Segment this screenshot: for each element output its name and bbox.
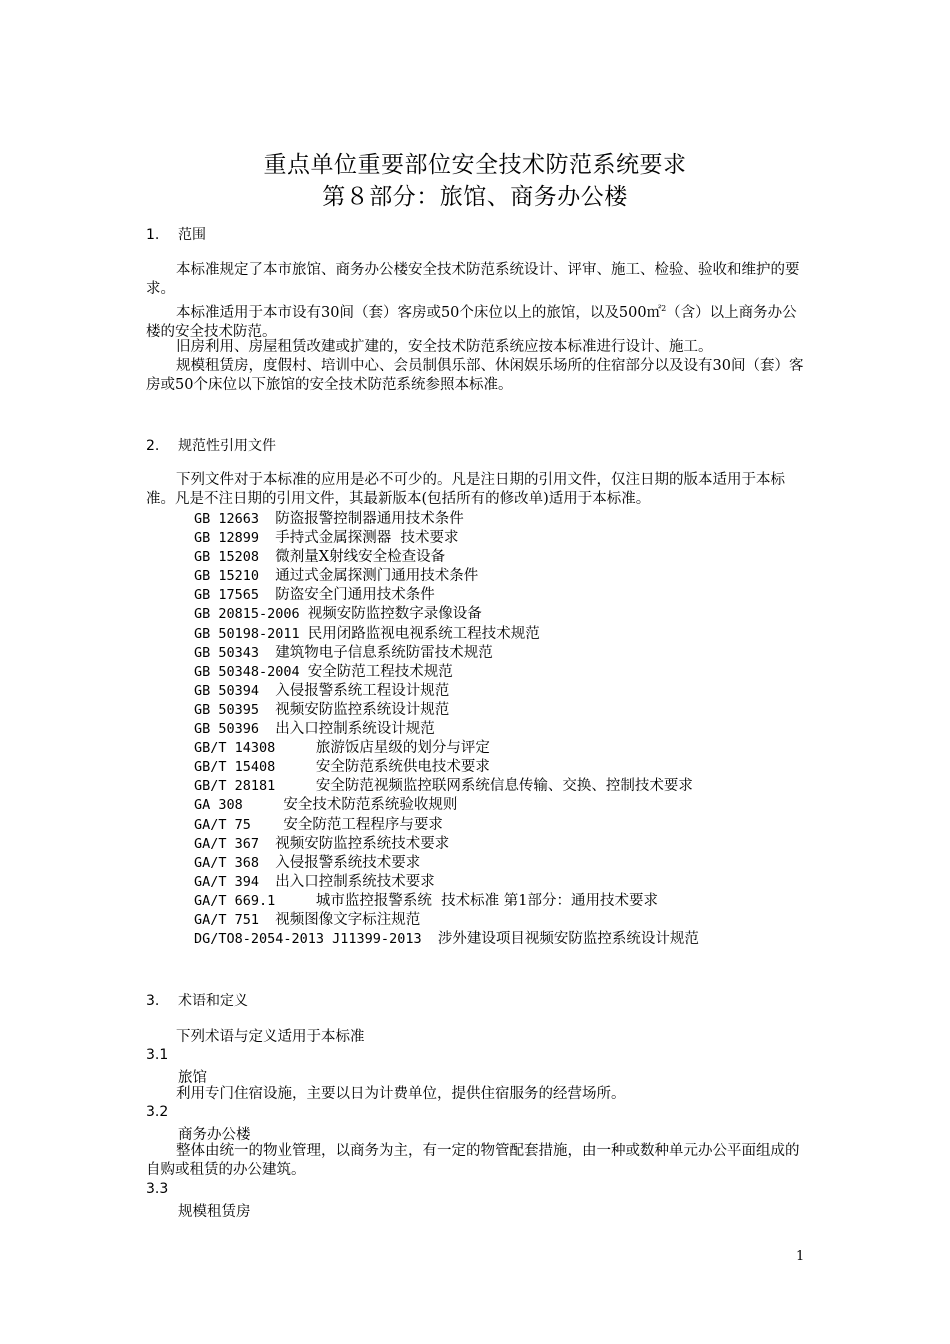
reference-code: GA/T 751 (194, 911, 276, 928)
reference-item (194, 758, 699, 777)
section-heading-references (146, 435, 276, 455)
reference-item (194, 835, 699, 854)
term-name: 旅馆 (178, 1070, 207, 1086)
reference-title: 安全防范系统供电技术要求 (315, 759, 490, 776)
reference-code: GB/T 15408 (194, 759, 316, 776)
document-subtitle: 第８部分：旅馆、商务办公楼 (322, 184, 628, 210)
term-number: 3.1 (146, 1047, 169, 1063)
reference-item (194, 796, 699, 815)
reference-code: GB/T 28181 (194, 778, 316, 795)
reference-item (194, 701, 699, 720)
reference-code: GB 17565 (194, 587, 276, 604)
reference-code: GB 50348-2004 (194, 663, 308, 680)
reference-title: 安全防范工程程序与要求 (283, 816, 443, 833)
term-definition: 整体由统一的物业管理，以商务为主，有一定的物管配套措施，由一种或数种单元办公平面组成的自购或租赁的办公建筑。 (146, 1143, 800, 1178)
reference-item (194, 873, 699, 892)
reference-title: 入侵报警系统技术要求 (275, 854, 421, 871)
section-heading-scope (146, 224, 206, 244)
section-heading-terms (146, 990, 248, 1010)
reference-title: 城市监控报警系统 技术标准 第1部分：通用技术要求 (315, 892, 658, 909)
reference-item (194, 605, 699, 624)
reference-list (194, 510, 699, 949)
reference-title: 视频安防监控系统设计规范 (275, 701, 450, 718)
reference-item (194, 777, 699, 796)
references-intro: 下列文件对于本标准的应用是必不可少的。凡是注日期的引用文件，仅注日期的版本适用于本标准。凡是不注日期的引用文件，其最新版本(包括所有的修改单)适用于本标准。 (146, 472, 785, 507)
reference-item (194, 739, 699, 758)
section-number: 3. (146, 993, 160, 1009)
reference-title: 微剂量X射线安全检查设备 (275, 549, 446, 566)
reference-code: GB/T 14308 (194, 740, 316, 757)
reference-item (194, 911, 699, 930)
reference-item (194, 816, 699, 835)
reference-code: GB 20815-2006 (194, 606, 308, 623)
term-number: 3.2 (146, 1104, 169, 1120)
reference-code: GB 12899 (194, 530, 276, 547)
reference-code: GA 308 (194, 797, 284, 814)
term-definition: 利用专门住宿设施，主要以日为计费单位，提供住宿服务的经营场所。 (176, 1086, 626, 1102)
term-number: 3.3 (146, 1181, 169, 1197)
reference-title: 出入口控制系统设计规范 (275, 721, 435, 738)
reference-item (194, 510, 699, 529)
reference-title: 旅游饭店星级的划分与评定 (315, 740, 490, 757)
reference-code: GB 15210 (194, 568, 276, 585)
reference-code: GA/T 669.1 (194, 892, 316, 909)
reference-title: 涉外建设项目视频安防监控系统设计规范 (437, 931, 699, 948)
reference-title: 防盗报警控制器通用技术条件 (275, 511, 464, 527)
scope-paragraph: 规模租赁房，度假村、培训中心、会员制俱乐部、休闲娱乐场所的住宿部分以及设有30间（套）客房或50个床位以下旅馆的安全技术防范系统参照本标准。 (146, 358, 804, 393)
reference-item (194, 720, 699, 739)
terms-intro: 下列术语与定义适用于本标准 (176, 1029, 365, 1045)
section-title: 术语和定义 (178, 993, 248, 1009)
reference-title: 出入口控制系统技术要求 (275, 873, 435, 890)
reference-code: GB 50394 (194, 682, 276, 699)
reference-item (194, 682, 699, 701)
reference-code: GA/T 394 (194, 873, 276, 890)
reference-code: GA/T 368 (194, 854, 276, 871)
scope-paragraph: 本标准规定了本市旅馆、商务办公楼安全技术防范系统设计、评审、施工、检验、验收和维护的要求。 (146, 262, 800, 297)
reference-item (194, 548, 699, 567)
reference-code: GB 15208 (194, 549, 276, 566)
reference-item (194, 854, 699, 873)
reference-item (194, 529, 699, 548)
reference-title: 手持式金属探测器 技术要求 (275, 530, 459, 547)
section-title: 范围 (178, 227, 206, 243)
scope-paragraph: 旧房利用、房屋租赁改建或扩建的，安全技术防范系统应按本标准进行设计、施工。 (176, 339, 713, 355)
reference-item (194, 586, 699, 605)
reference-code: GB 50396 (194, 721, 276, 738)
reference-title: 建筑物电子信息系统防雷技术规范 (275, 644, 493, 661)
reference-item (194, 930, 699, 949)
term-name: 商务办公楼 (178, 1127, 251, 1143)
reference-title: 视频安防监控数字录像设备 (307, 606, 482, 623)
reference-item (194, 663, 699, 682)
reference-code: GA/T 367 (194, 835, 276, 852)
reference-code: GB 50395 (194, 701, 276, 718)
reference-code: DG/TO8-2054-2013 J11399-2013 (194, 931, 438, 948)
section-number: 2. (146, 438, 160, 454)
reference-title: 入侵报警系统工程设计规范 (275, 682, 450, 699)
reference-code: GB 50343 (194, 644, 276, 661)
document-title: 重点单位重要部位安全技术防范系统要求 (263, 152, 687, 178)
reference-title: 安全技术防范系统验收规则 (283, 797, 458, 814)
reference-item (194, 567, 699, 586)
scope-paragraph: 本标准适用于本市设有30间（套）客房或50个床位以上的旅馆，以及500㎡$^2$（含）以上商务办公楼的安全技术防范。 (146, 304, 797, 340)
reference-item (194, 625, 699, 644)
reference-item (194, 892, 699, 911)
section-number: 1. (146, 227, 160, 243)
section-title: 规范性引用文件 (178, 438, 276, 454)
reference-title: 安全防范视频监控联网系统信息传输、交换、控制技术要求 (315, 778, 693, 795)
reference-title: 通过式金属探测门通用技术条件 (275, 568, 479, 585)
reference-title: 视频图像文字标注规范 (275, 911, 421, 928)
reference-item (194, 644, 699, 663)
reference-code: GA/T 75 (194, 816, 284, 833)
page-number: 1 (796, 1249, 805, 1264)
reference-code: GB 12663 (194, 511, 276, 527)
term-name: 规模租赁房 (178, 1204, 251, 1220)
reference-title: 民用闭路监视电视系统工程技术规范 (307, 625, 540, 642)
reference-title: 视频安防监控系统技术要求 (275, 835, 450, 852)
reference-title: 安全防范工程技术规范 (307, 663, 453, 680)
reference-code: GB 50198-2011 (194, 625, 308, 642)
reference-title: 防盗安全门通用技术条件 (275, 587, 435, 604)
